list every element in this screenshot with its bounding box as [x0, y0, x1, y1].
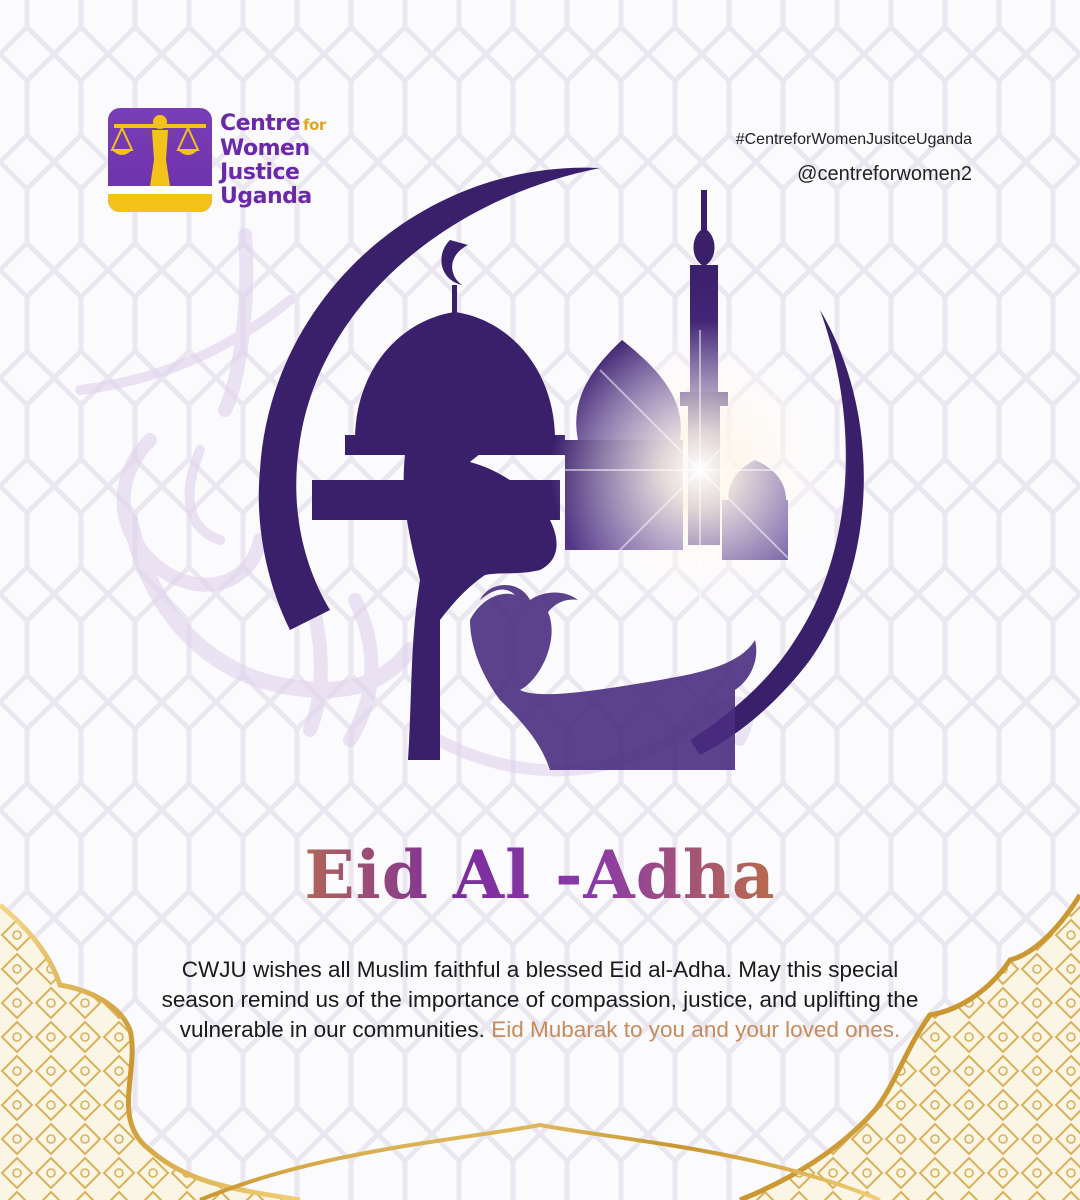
logo-line-uganda: Uganda: [220, 183, 312, 209]
greeting-accent: Eid Mubarak to you and your loved ones.: [491, 1017, 901, 1042]
scales-of-justice-icon: [108, 108, 212, 212]
logo-line-women: Women: [220, 135, 310, 161]
greeting-body: CWJU wishes all Muslim faithful a blessed Eid al-Adha. May this special season remind us of the importance of compassion, justice, and uplifting the vulnerable in our communities.: [161, 957, 919, 1042]
cwju-logo: [108, 108, 326, 212]
logo-line-for: for: [303, 115, 326, 134]
hashtag-text: #CentreforWomenJusitceUganda: [735, 131, 972, 148]
greeting-message: [150, 955, 930, 1045]
page-title: Eid Al -Adha: [0, 836, 1080, 914]
social-handle: @centreforwomen2: [797, 163, 972, 185]
logo-badge: [108, 108, 212, 212]
logo-line-justice: Justice: [220, 159, 300, 185]
logo-line-centre: Centre: [220, 110, 301, 136]
